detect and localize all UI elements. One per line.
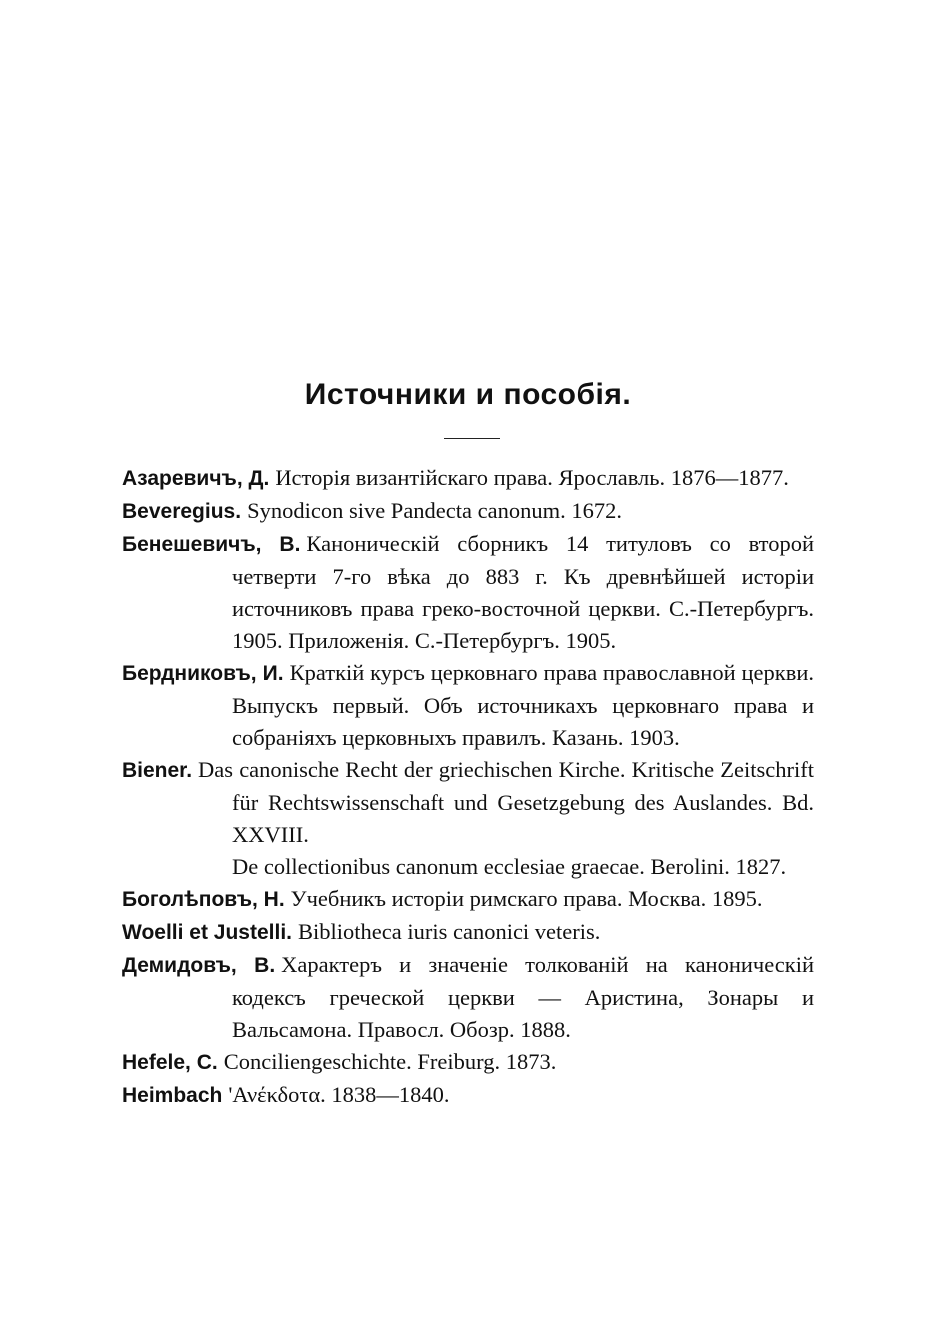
title-divider: [444, 438, 500, 439]
bibliography-entry: [122, 495, 814, 528]
entry-text: Краткій курсъ церковнаго права православной церкви. Выпускъ первый. Объ источникахъ церковнаго права и собраніяхъ церковныхъ правилъ. Казань. 1903.: [232, 660, 814, 750]
bibliography-entry: [122, 1046, 814, 1079]
bibliography-list: [122, 462, 814, 1112]
bibliography-subentry: [122, 851, 814, 883]
entry-author: Beveregius.: [122, 500, 242, 523]
bibliography-entry: [122, 462, 814, 495]
page-title: Источники и пособія.: [304, 378, 632, 411]
bibliography-entry: [122, 528, 814, 657]
entry-text: Каноническій сборникъ 14 титуловъ со второй четверти 7-го вѣка до 883 г. Къ древнѣйшей исторіи источниковъ права греко-восточной церкви. С.-Петербургъ. 1905. Приложенія. С.-Петербургъ. 1905.: [232, 531, 814, 653]
entry-text: Das canonische Recht der griechischen Kirche. Kritische Zeitschrift für Rechtswissenschaft und Gesetzgebung des Auslandes. Bd. XXVIII.: [198, 757, 814, 847]
entry-author: Biener.: [122, 759, 193, 782]
entry-author: Hefele, C.: [122, 1051, 218, 1074]
entry-text: Synodicon sive Pandecta canonum. 1672.: [247, 498, 622, 523]
bibliography-entry: [122, 883, 814, 916]
bibliography-entry: [122, 754, 814, 851]
entry-author: Бенешевичъ, В.: [122, 533, 301, 556]
entry-text: Conciliengeschichte. Freiburg. 1873.: [223, 1049, 557, 1074]
entry-text: Учебникъ исторіи римскаго права. Москва. 1895.: [290, 886, 763, 911]
entry-text: Характеръ и значеніе толкованій на каноническій кодексъ греческой церкви — Аристина, Зонары и Вальсамона. Правосл. Обозр. 1888.: [232, 952, 814, 1042]
bibliography-entry: [122, 949, 814, 1046]
entry-author: Азаревичъ, Д.: [122, 467, 270, 490]
bibliography-entry: [122, 1079, 814, 1112]
bibliography-entry: [122, 657, 814, 754]
entry-author: Боголѣповъ, Н.: [122, 888, 285, 911]
entry-continuation-text: De collectionibus canonum ecclesiae graecae. Berolini. 1827.: [232, 854, 787, 879]
entry-author: Демидовъ, В.: [122, 954, 276, 977]
entry-author: Woelli et Justelli.: [122, 921, 292, 944]
entry-text: Bibliotheca iuris canonici veteris.: [298, 919, 601, 944]
bibliography-entry: [122, 916, 814, 949]
entry-author: Heimbach: [122, 1084, 223, 1107]
entry-text: 'Ανέκδοτα. 1838—1840.: [228, 1082, 450, 1107]
entry-text: Исторія византійскаго права. Ярославль. 1876—1877.: [275, 465, 789, 490]
entry-author: Бердниковъ, И.: [122, 662, 284, 685]
